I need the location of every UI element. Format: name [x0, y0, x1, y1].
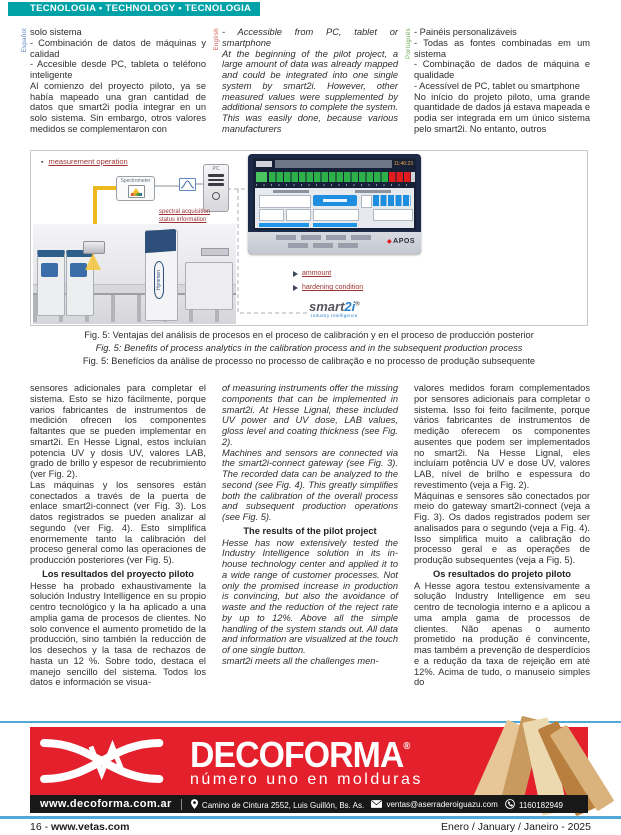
value-box	[373, 209, 413, 221]
registered-mark: ®	[355, 301, 360, 308]
column-portuguese	[406, 27, 590, 148]
wood-mouldings-photo	[480, 727, 588, 795]
info-box	[259, 195, 311, 208]
column-english	[222, 383, 398, 717]
map-pin-icon	[191, 799, 198, 809]
annotation-label: ammount	[302, 270, 332, 277]
value-box	[259, 209, 284, 221]
paragraph: sensores adicionales para completar el sistema. Esto se hizo fácilmente, porque varios fabricantes de instrumentos de medición ofrecen los componentes faltantes que se pueden implementar en smart2i. En Hesse Lignal, estos incluían potencia UV y dosis UV, valores LAB, grado de brillo y espesor de recubrimiento (ver Fig. 2).	[30, 383, 206, 479]
smart2i-wordmark-smart: smart	[309, 299, 345, 314]
bottom-text-columns	[30, 383, 590, 717]
dashboard-screenshot	[248, 154, 421, 254]
figure-bullet-label	[41, 157, 128, 166]
page-number: 16 -	[30, 821, 52, 833]
cabinet-top	[145, 229, 176, 253]
paragraph: Machines and sensors are connected via the smart2i-connect gateway (see Fig. 3). The recorded data can be analyzed to the second (see Fig. 4). This greatly simplifies both the calibration of the overall process and subsequent production operations (see Fig. 5).	[222, 447, 398, 522]
annotation-ammount	[293, 270, 331, 277]
language-label-espanol: Español	[22, 28, 28, 53]
paragraph: No início do projeto piloto, uma grande quantidade de dados já estava mapeada e podia ser integrada em um único sistema pelo smart2i. No entanto, outros	[414, 91, 590, 134]
drive-slot	[208, 179, 224, 182]
ad-tagline: número uno en molduras	[190, 771, 423, 788]
decoforma-wordmark: DECOFORMA®	[190, 734, 410, 775]
bezel-buttons-row	[288, 243, 358, 248]
ad-contact-bar	[30, 795, 588, 813]
spectrometer-box	[116, 176, 155, 201]
section-header-bar	[8, 2, 260, 16]
tile-tick-labels	[256, 184, 411, 186]
magazine-site: www.vetas.com	[51, 821, 130, 833]
spectral-note-line1: spectral acquisition	[159, 209, 211, 215]
ad-email: ventas@aserraderoiguazu.com	[371, 800, 498, 809]
monitor-bezel	[248, 232, 421, 254]
arrowhead-icon	[293, 271, 298, 277]
arrowhead-icon	[293, 285, 298, 291]
column-portuguese	[414, 383, 590, 717]
apos-diamond-icon: ◆	[387, 239, 393, 245]
dashboard-clock: 11:46:23	[393, 161, 413, 167]
divider-rule	[0, 816, 621, 819]
value-box	[313, 209, 359, 221]
pc-label: PC	[212, 166, 220, 172]
paragraph: - Accessible from PC, tablet or smartphone	[222, 27, 398, 48]
paragraph: - Todas as fontes combinadas em um sistema	[414, 37, 590, 59]
section-title: TECNOLOGIA • TECHNOLOGY • TECNOLOGIA	[30, 3, 252, 14]
value-box	[286, 209, 311, 221]
phone-icon	[505, 799, 515, 809]
blue-icon-buttons	[373, 195, 411, 206]
annotation-label: hardening condition	[302, 284, 364, 291]
dashboard-header	[254, 159, 415, 169]
panel-heading-placeholder	[273, 190, 309, 193]
blue-strip	[313, 223, 357, 227]
paragraph: of measuring instruments offer the missing components that can be implemented in smart2i. At Hesse Lignal, these included UV power and UV dose, LAB values, gloss level and coating thickness (see Fig. 2).	[222, 383, 398, 447]
paragraph: smart2i meets all the challenges men-	[222, 655, 379, 666]
production-line-photo	[33, 224, 236, 324]
spectral-note-line2: status information	[159, 217, 207, 223]
smart2i-wordmark-2i: 2i	[344, 299, 356, 314]
paragraph: A Hesse agora testou extensivamente a solução Industry Intelligence em seu centro de tecnologia interno e a aplicou a uma ampla gama de processos de clientes. Não apenas o aumento prometido na produção é convincente, mas também a prevenção de desperdícios e a redução da taxa de rejeição em até 12%. Acima de tudo, o manuseio simples do	[414, 580, 590, 688]
paragraph: - Combinação de dados de máquina e qualidade	[414, 59, 590, 80]
dashboard-title-bar	[275, 160, 392, 168]
paragraph: solo sistema	[30, 27, 82, 37]
caption-spanish: Fig. 5: Ventajas del análisis de procesos en el proceso de calibración y en el proceso de producción posterior	[84, 330, 534, 340]
paragraph: - Acessível de PC, tablet ou smartphone	[414, 80, 580, 91]
column-english	[214, 27, 398, 148]
paragraph: valores medidos foram complementados por sensores adicionais para completar o sistema. Isso foi feito facilmente, porque vários fabricantes de instrumentos de medição oferecem os componentes ausentes que podem ser implementados no smart2i. Na Hesse Lignal, eles incluíam potência UV e dose UV, valores LAB, nível de brilho e espessura do revestimento (veja a Fig. 2).	[414, 383, 590, 490]
blue-strip	[259, 223, 309, 227]
power-button-icon	[212, 192, 220, 200]
footer-left	[30, 821, 129, 833]
paragraph: At the beginning of the pilot project, a large amount of data was already mapped and could be integrated into one single system by smart2i. However, other measured values were supplemented by additional sensors to complete the system. This was easily done, because various manufacturers	[222, 48, 398, 134]
annotation-hardening	[293, 284, 363, 291]
status-tile-active	[256, 172, 267, 182]
column-spanish	[30, 383, 206, 717]
paragraph: Hesse has now extensively tested the Industry Intelligence solution in its in-house technology center and applied it to a wide range of customer processes. Not only the promised increase in production is convincing, but also the avoidance of waste and the reduction of the reject rate by up to 12%. Above all the simple handling of the system stands out. All data and information are visualized at the touch of one single button.	[222, 537, 398, 655]
apos-logo	[387, 238, 415, 245]
ad-wordmark-block	[190, 728, 423, 789]
dashboard-logo-chip	[256, 161, 272, 167]
caption-portuguese: Fig. 5: Benefícios da análise de processo no processo de calibração e no processo de produção subsequente	[82, 356, 536, 366]
divider	[181, 799, 182, 810]
smart2i-tagline: Industry Intelligence	[311, 313, 358, 318]
machine-arm	[201, 248, 229, 256]
drive-slot	[208, 174, 224, 177]
column-spanish	[22, 27, 206, 148]
prism-icon	[128, 185, 145, 198]
handling-machine	[185, 262, 233, 310]
paragraph: - Painéis personalizáveis	[414, 27, 517, 37]
footer-date: Enero / January / Janeiro - 2025	[440, 821, 591, 833]
ad-address: Camino de Cintura 2552, Luis Guillón, Bs. As.	[191, 799, 365, 810]
subheading: Os resultados do projeto piloto	[433, 568, 571, 579]
bullet-icon: ▪	[41, 159, 44, 166]
smart2i-logo	[309, 299, 360, 318]
subheading: Los resultados del proyecto piloto	[42, 568, 194, 579]
apos-wordmark: APOS	[393, 238, 415, 245]
spectrometer-label: Spectrometer	[120, 178, 151, 184]
ad-website: www.decoforma.com.ar	[40, 798, 172, 810]
hymmen-label: Hymmen	[154, 261, 164, 299]
paragraph: - Combinación de datos de máquinas y calidad	[30, 37, 206, 59]
subheading: The results of the pilot project	[243, 525, 377, 536]
machine-head	[41, 263, 58, 277]
top-text-columns	[22, 27, 590, 148]
paragraph: Al comienzo del proyecto piloto, ya se había mapeado una gran cantidad de datos que smart2i podía integrar en un solo sistema. Sin embargo, otros valores medidos se complementaron con	[30, 80, 206, 134]
coating-machine	[37, 250, 65, 316]
figure-5	[30, 150, 588, 326]
panel-heading-placeholder	[355, 190, 391, 193]
language-label-portugues: Português	[406, 28, 412, 59]
language-label-english: English	[214, 28, 220, 51]
figure-captions	[30, 329, 588, 368]
bezel-buttons-row	[276, 235, 371, 240]
caption-english: Fig. 5: Benefits of process analytics in the calibration process and in the subsequent production process	[95, 343, 523, 353]
measurement-operation-label: measurement operation	[48, 157, 128, 166]
registered-mark: ®	[403, 741, 410, 752]
spectral-acquisition-label	[159, 208, 210, 224]
measurement-light-beam	[85, 253, 101, 270]
paragraph: - Accesible desde PC, tableta o teléfono inteligente	[30, 59, 206, 80]
envelope-icon	[371, 800, 382, 808]
ad-phone: 1160182949	[505, 799, 563, 810]
decoforma-swoosh-logo	[40, 734, 185, 788]
pc-tower-icon	[203, 164, 229, 212]
dashboard-panel	[255, 188, 414, 228]
spectrum-chart-icon	[179, 178, 196, 191]
page-footer	[30, 821, 591, 833]
paragraph: Hesse ha probado exhaustivamente la solución Industry Intelligence en su propio centro tecnológico y la ha aplicado a una amplia gama de procesos de clientes. No solo convence el aumento prometido de la producción, sino también la reducción de los desechos y la tasa de rechazos de hasta un 12 %. Sobre todo, destaca el manejo sencillo del sistema. Todos los datos e información se visua-	[30, 580, 206, 688]
primary-action-button	[313, 195, 357, 206]
hymmen-cabinet	[145, 230, 178, 321]
paragraph: Las máquinas y los sensores están conectados a través de la puerta de enlace smart2i-connect (ver Fig. 3). Los datos registrados se pueden analizar al segundo (ver Fig. 4). Esto simplifica enormemente tanto la calibración del proceso general como las operaciones de producción posteriores (ver Fig. 5).	[30, 479, 206, 565]
paragraph: Máquinas e sensores são conectados por meio do gateway smart2i-connect (veja a Fig. 3). Os dados registrados podem ser analisados para o segundo (veja a Fig. 4). Isso simplifica muito a calibração do processo geral e as operações de produção subsequentes (veja a Fig. 5).	[414, 490, 590, 565]
status-tiles-green	[269, 172, 388, 182]
drive-slot	[208, 183, 224, 186]
decoforma-ad	[30, 727, 588, 795]
status-tiles-red	[389, 172, 411, 182]
icon-button	[361, 195, 372, 208]
dashboard-screen	[253, 158, 416, 230]
tiles-side-control	[411, 172, 415, 182]
